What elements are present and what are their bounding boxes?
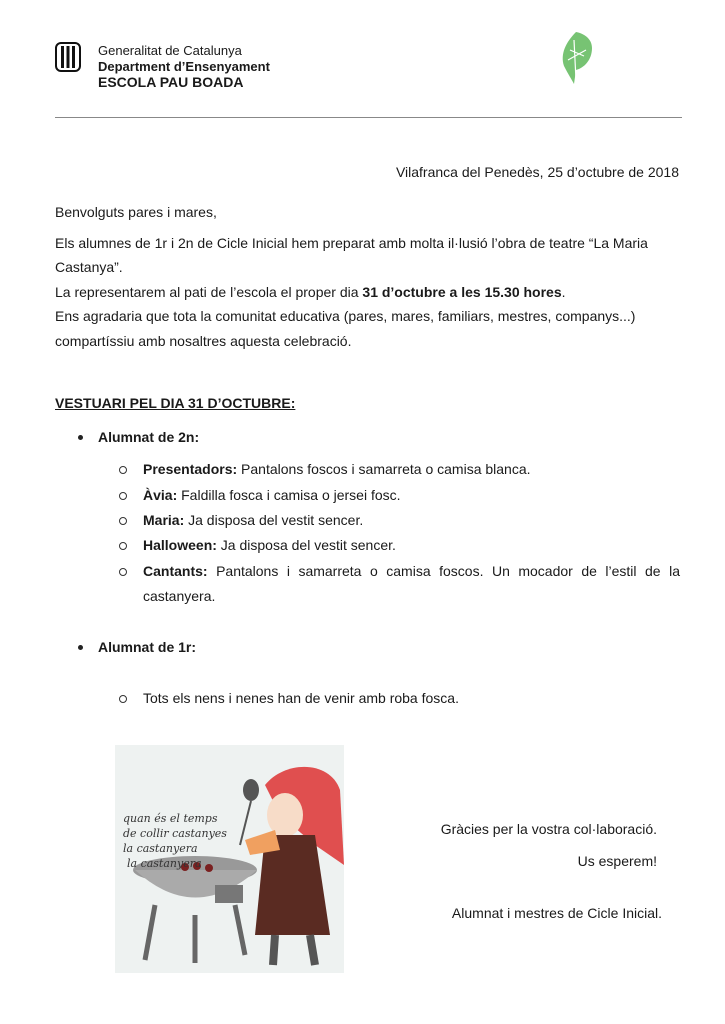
list-item-cont: castanyera. [143,588,216,604]
date-line: Vilafranca del Penedès, 25 d’octubre de 2018 [395,164,679,180]
header-line2: Department d’Ensenyament [98,59,270,74]
list-item: Presentadors: Pantalons foscos i samarreta o camisa blanca. [143,461,531,477]
para1-line1: Els alumnes de 1r i 2n de Cicle Inicial hem preparat amb molta il·lusió l’obra de teatre “La Maria [55,235,648,251]
school-name: ESCOLA PAU BOADA [98,74,244,90]
para1-line2: Castanya”. [55,259,123,275]
group-1r-title: Alumnat de 1r: [98,639,196,655]
para3-line1: Ens agradaria que tota la comunitat educativa (pares, mares, familiars, mestres, companys...) [55,308,636,324]
closing-signature: Alumnat i mestres de Cicle Inicial. [451,905,662,921]
generalitat-logo [55,42,81,72]
closing-wait: Us esperem! [577,853,657,869]
para2-date: 31 d’octubre a les 15.30 hores [362,284,562,300]
list-item: Maria: Ja disposa del vestit sencer. [143,512,363,528]
header-rule [55,117,682,118]
para3-line2: compartíssiu amb nosaltres aquesta celebració. [55,333,352,349]
group-2n-title: Alumnat de 2n: [98,429,199,445]
para2-end: . [561,284,566,300]
list-item: Tots els nens i nenes han de venir amb roba fosca. [143,690,459,706]
illustration-lyrics: quan és el temps de collir castanyes la castanyera la castanyera [123,812,227,870]
list-item: Àvia: Faldilla fosca i camisa o jersei fosc. [143,487,401,503]
school-logo [558,30,598,88]
greeting: Benvolguts pares i mares, [55,204,217,220]
costume-heading: VESTUARI PEL DIA 31 D’OCTUBRE: [55,395,296,411]
closing-thanks: Gràcies per la vostra col·laboració. [440,821,657,837]
castanyera-illustration [115,745,344,973]
list-item: Cantants: Pantalons i samarreta o camisa foscos. Un mocador de l’estil de la [143,563,680,579]
para2-text: La representarem al pati de l’escola el proper dia [55,284,363,300]
header-line1: Generalitat de Catalunya [98,43,242,58]
para2 [55,284,566,300]
list-item: Halloween: Ja disposa del vestit sencer. [143,537,396,553]
